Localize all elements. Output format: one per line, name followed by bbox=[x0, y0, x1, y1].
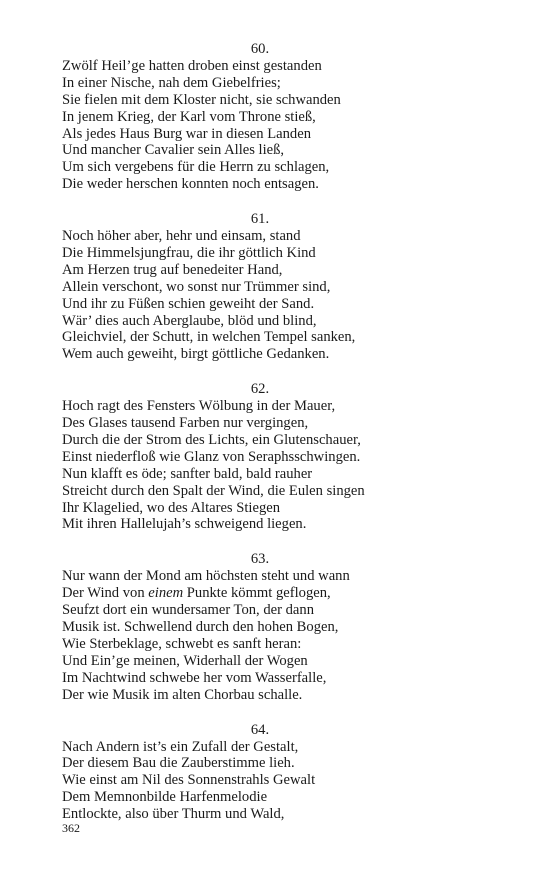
verse-line: Seufzt dort ein wundersamer Ton, der dann bbox=[62, 602, 314, 619]
verse-line: Wie Sterbeklage, schwebt es sanft heran: bbox=[62, 635, 302, 652]
verse-line: Die Himmelsjungfrau, die ihr göttlich Kind bbox=[62, 245, 316, 262]
verse-line: Und ihr zu Füßen schien geweiht der Sand. bbox=[62, 295, 315, 312]
verse-line: Noch höher aber, hehr und einsam, stand bbox=[62, 228, 301, 245]
verse-line: Der diesem Bau die Zauberstimme lieh. bbox=[62, 755, 295, 772]
verse-line: Und Ein’ge meinen, Widerhall der Wogen bbox=[62, 652, 308, 669]
verse-line: Die weder herschen konnten noch entsagen. bbox=[62, 176, 319, 193]
verse-fragment: Der Wind von bbox=[62, 585, 149, 602]
verse-line: Einst niederfloß wie Glanz von Seraphsschwingen. bbox=[62, 448, 361, 465]
stanza-number: 60. bbox=[250, 41, 270, 57]
verse-line: Nur wann der Mond am höchsten steht und wann bbox=[62, 568, 350, 585]
verse-line: Des Glases tausend Farben nur vergingen, bbox=[62, 415, 309, 432]
verse-line: In jenem Krieg, der Karl vom Throne stieß, bbox=[62, 108, 316, 125]
verse-line: Sie fielen mit dem Kloster nicht, sie schwanden bbox=[62, 91, 341, 108]
verse-line: Wie einst am Nil des Sonnenstrahls Gewalt bbox=[62, 772, 316, 789]
verse-fragment: Punkte kömmt geflogen, bbox=[183, 585, 331, 602]
stanza-number: 62. bbox=[250, 381, 270, 398]
verse-line: Zwölf Heil’ge hatten droben einst gestanden bbox=[62, 58, 322, 74]
verse-line: Und mancher Cavalier sein Alles ließ, bbox=[62, 142, 285, 159]
verse-line: Nach Andern ist’s ein Zufall der Gestalt, bbox=[62, 738, 299, 755]
verse-line-with-emphasis bbox=[62, 585, 502, 602]
page-number: 362 bbox=[62, 821, 80, 835]
verse-line: Gleichviel, der Schutt, in welchen Tempel sanken, bbox=[62, 329, 356, 346]
verse-line: Wär’ dies auch Aberglaube, blöd und blind, bbox=[62, 312, 317, 329]
stanza-number: 64. bbox=[250, 721, 270, 738]
stanza-62 bbox=[62, 381, 502, 533]
stanza-60 bbox=[62, 41, 502, 193]
verse-line: Hoch ragt des Fensters Wölbung in der Mauer, bbox=[62, 398, 336, 415]
stanza-number: 61. bbox=[250, 211, 270, 228]
verse-line: Um sich vergebens für die Herrn zu schlagen, bbox=[62, 159, 330, 176]
emphasized-word: einem bbox=[148, 585, 184, 602]
verse-line: Musik ist. Schwellend durch den hohen Bogen, bbox=[62, 619, 339, 636]
verse-line: Ihr Klagelied, wo des Altares Stiegen bbox=[62, 499, 281, 516]
verse-line: Durch die der Strom des Lichts, ein Glutenschauer, bbox=[62, 432, 361, 449]
verse-line: Dem Memnonbilde Harfenmelodie bbox=[62, 789, 268, 806]
verse-line: Allein verschont, wo sonst nur Trümmer sind, bbox=[62, 278, 331, 295]
stanza-63 bbox=[62, 551, 502, 703]
verse-line: In einer Nische, nah dem Giebelfries; bbox=[62, 74, 281, 91]
verse-line: Streicht durch den Spalt der Wind, die Eulen singen bbox=[62, 482, 365, 499]
verse-line: Nun klafft es öde; sanfter bald, bald rauher bbox=[62, 465, 313, 482]
poem-page bbox=[62, 41, 502, 823]
verse-line: Als jedes Haus Burg war in diesen Landen bbox=[62, 125, 311, 142]
stanza-61 bbox=[62, 211, 502, 363]
verse-line: Am Herzen trug auf benedeiter Hand, bbox=[62, 261, 283, 278]
verse-line: Der wie Musik im alten Chorbau schalle. bbox=[62, 686, 303, 703]
verse-line: Wem auch geweiht, birgt göttliche Gedanken. bbox=[62, 346, 330, 363]
verse-line: Mit ihren Hallelujah’s schweigend liegen. bbox=[62, 516, 307, 533]
verse-line: Im Nachtwind schwebe her vom Wasserfalle, bbox=[62, 669, 327, 686]
stanza-number: 63. bbox=[250, 551, 270, 568]
stanza-64 bbox=[62, 722, 502, 823]
verse-line: Entlockte, also über Thurm und Wald, bbox=[62, 806, 285, 823]
